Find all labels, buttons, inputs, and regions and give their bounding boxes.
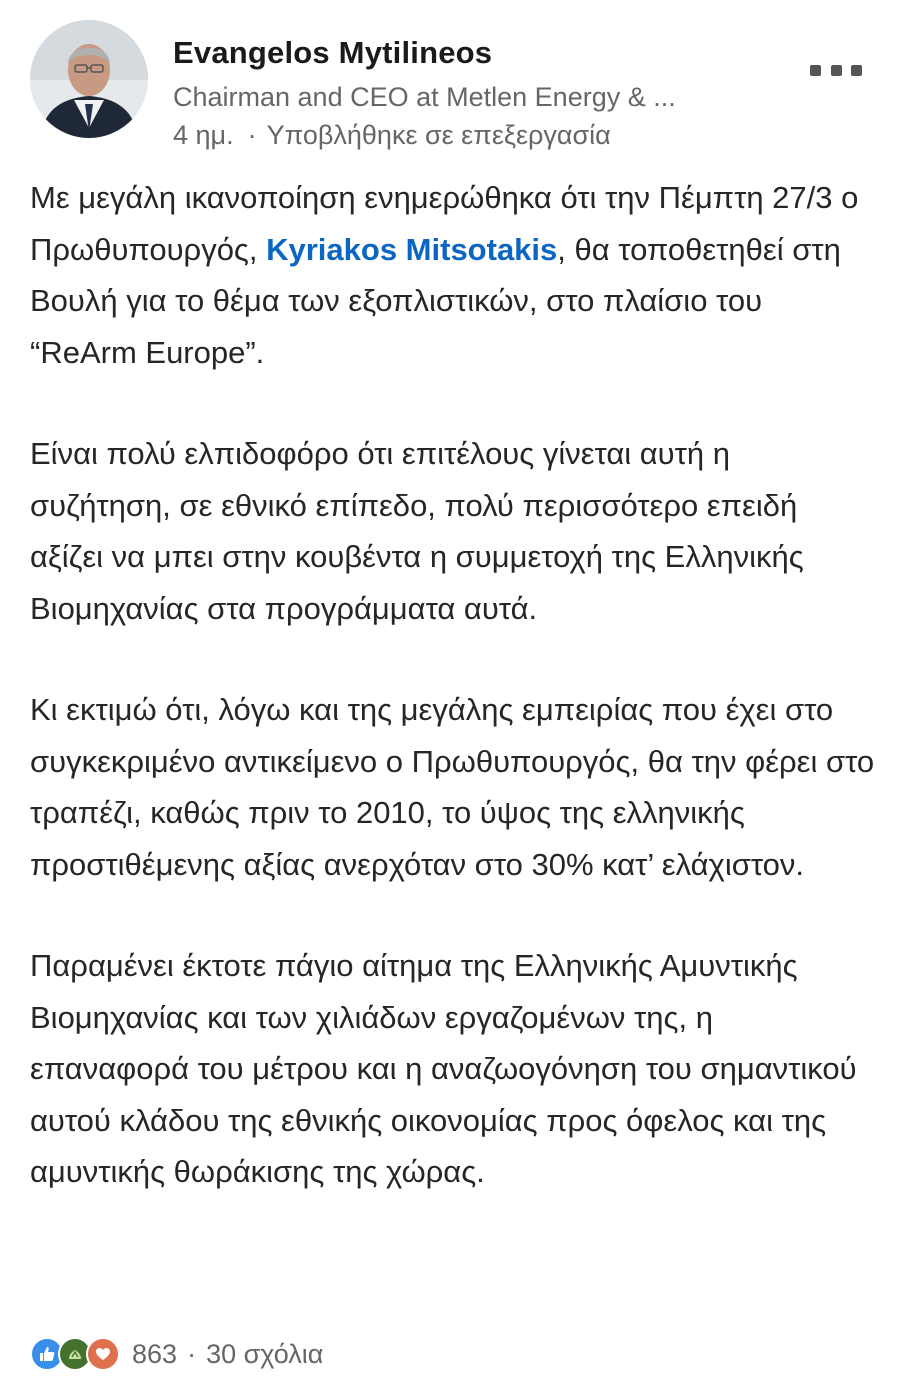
more-icon xyxy=(851,65,862,76)
reaction-icons[interactable] xyxy=(30,1337,120,1371)
footer-separator: · xyxy=(187,1338,197,1369)
avatar[interactable] xyxy=(30,20,148,138)
author-headline: Chairman and CEO at Metlen Energy & ... xyxy=(173,82,676,112)
social-counts xyxy=(30,1334,323,1374)
mention-link[interactable]: Kyriakos Mitsotakis xyxy=(266,231,558,267)
more-options-button[interactable] xyxy=(810,62,862,78)
post-meta xyxy=(173,120,611,151)
author-name[interactable]: Evangelos Mytilineos xyxy=(173,35,493,70)
paragraph-text: , θα τοποθετηθεί στη Βουλή για το θέμα των εξοπλιστικών, στο πλαίσιο του “ReArm Europe”. xyxy=(30,231,841,370)
post-time: 4 ημ. xyxy=(173,120,234,150)
post-body xyxy=(30,172,875,1248)
reaction-count[interactable]: 863 xyxy=(132,1338,178,1369)
post-paragraph xyxy=(30,172,875,378)
more-icon xyxy=(831,65,842,76)
paragraph-text: Με μεγάλη ικανοποίηση ενημερώθηκα ότι την Πέμπτη 27/3 ο Πρωθυπουργός, xyxy=(30,180,859,267)
edited-label: Υποβλήθηκε σε επεξεργασία xyxy=(266,120,611,150)
meta-separator: · xyxy=(247,120,257,150)
post-header xyxy=(30,20,870,150)
love-icon xyxy=(86,1337,120,1371)
profile-photo xyxy=(30,20,148,138)
post-paragraph: Κι εκτιμώ ότι, λόγω και της μεγάλης εμπειρίας που έχει στο συγκεκριμένο αντικείμενο ο Πρωθυπουργός, θα την φέρει στο τραπέζι, καθώς πριν το 2010, το ύψος της ελληνικής προστιθέμενης αξίας ανερχόταν στο 30% κατ’ ελάχιστον. xyxy=(30,692,875,882)
more-icon xyxy=(810,65,821,76)
comments-count[interactable]: 30 σχόλια xyxy=(206,1338,324,1369)
post-paragraph: Παραμένει έκτοτε πάγιο αίτημα της Ελληνικής Αμυντικής Βιομηχανίας και των χιλιάδων εργαζομένων της, η επαναφορά του μέτρου και η αναζωογόνηση του σημαντικού αυτού κλάδου της εθνικής οικονομίας προς όφελος και της αμυντικής θωράκισης της χώρας. xyxy=(30,948,857,1189)
post-paragraph: Είναι πολύ ελπιδοφόρο ότι επιτέλους γίνεται αυτή η συζήτηση, σε εθνικό επίπεδο, πολύ περισσότερο επειδή αξίζει να μπει στην κουβέντα η συμμετοχή της Ελληνικής Βιομηχανίας στα προγράμματα αυτά. xyxy=(30,436,804,626)
